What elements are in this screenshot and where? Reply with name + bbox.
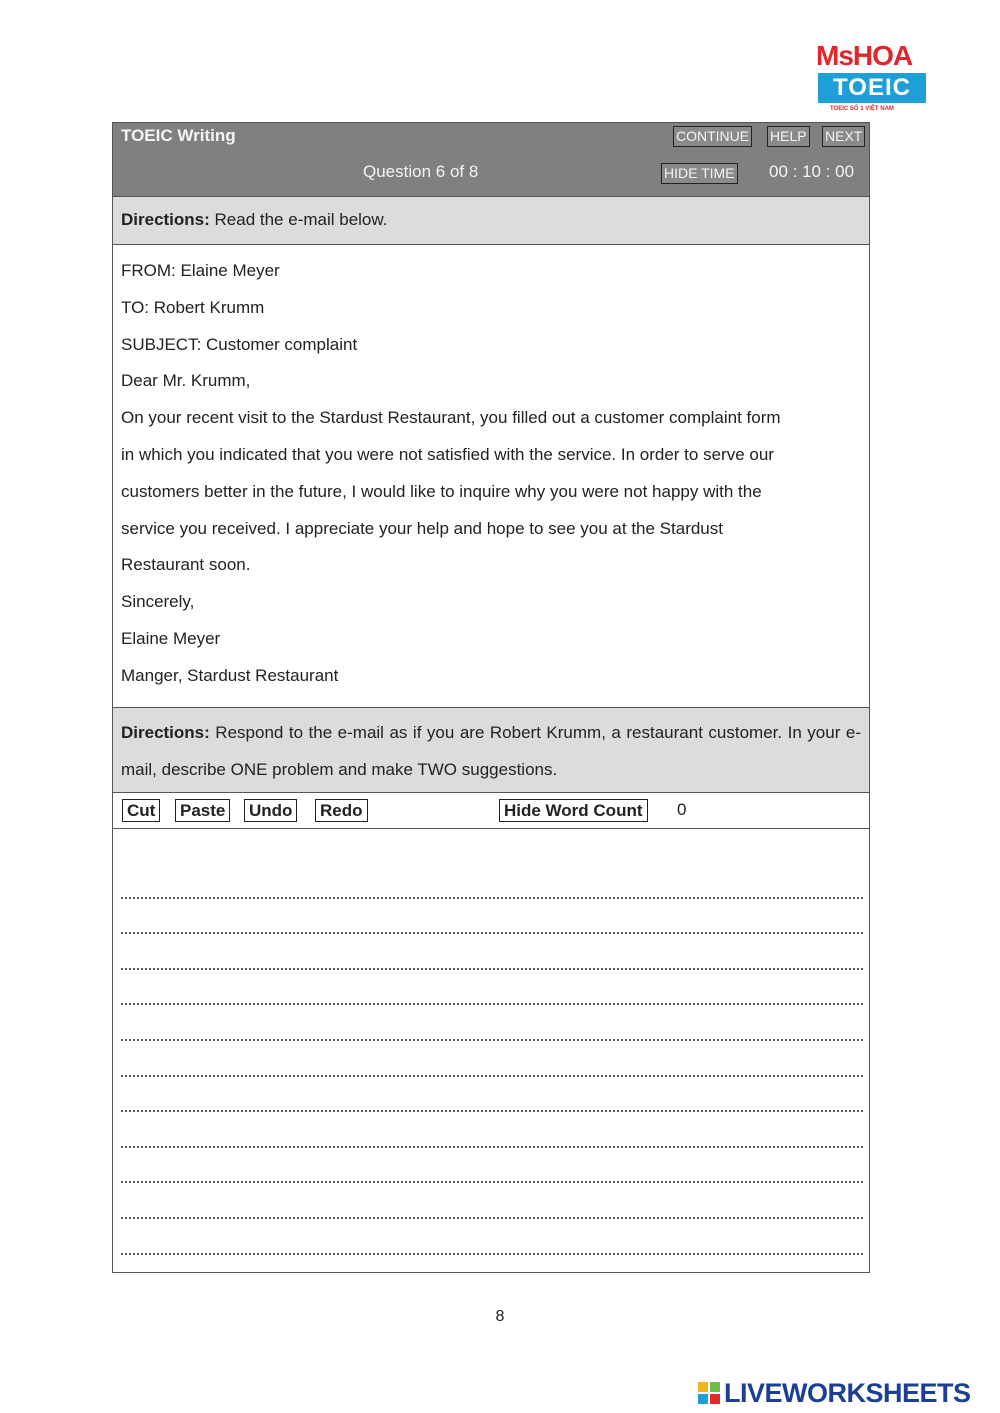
logo-brand: MsHOA bbox=[816, 40, 913, 71]
word-count: 0 bbox=[677, 800, 687, 819]
email-from: FROM: Elaine Meyer bbox=[121, 261, 280, 280]
answer-line[interactable] bbox=[121, 970, 863, 1006]
answer-line[interactable] bbox=[121, 899, 863, 935]
mshoa-toeic-logo bbox=[812, 40, 930, 120]
email-to: TO: Robert Krumm bbox=[121, 297, 265, 317]
paste-button[interactable]: Paste bbox=[175, 799, 230, 822]
directions-label: Directions: bbox=[121, 210, 210, 229]
hide-word-count-button[interactable]: Hide Word Count bbox=[499, 799, 648, 822]
continue-button[interactable]: CONTINUE bbox=[673, 126, 752, 147]
question-counter: Question 6 of 8 bbox=[363, 162, 479, 181]
redo-button[interactable]: Redo bbox=[315, 799, 368, 822]
help-button[interactable]: HELP bbox=[767, 126, 810, 147]
answer-line[interactable] bbox=[121, 1183, 863, 1219]
mark-square bbox=[698, 1382, 708, 1392]
timer: 00 : 10 : 00 bbox=[769, 162, 855, 181]
answer-line[interactable] bbox=[121, 863, 863, 899]
directions-body: Read the e-mail below. bbox=[209, 210, 388, 229]
answer-line[interactable] bbox=[121, 934, 863, 970]
page-number: 8 bbox=[495, 1308, 505, 1325]
directions-respond bbox=[113, 707, 869, 793]
mark-square bbox=[698, 1394, 708, 1404]
email-closing: Sincerely, bbox=[121, 592, 195, 612]
email-greeting: Dear Mr. Krumm, bbox=[121, 371, 251, 391]
email-body bbox=[121, 253, 861, 695]
email-signature-title: Manger, Stardust Restaurant bbox=[121, 665, 339, 685]
editor-toolbar bbox=[113, 792, 869, 829]
directions-respond-text bbox=[121, 714, 861, 788]
cut-button[interactable]: Cut bbox=[122, 799, 160, 822]
answer-area[interactable] bbox=[121, 863, 863, 1255]
next-button[interactable]: NEXT bbox=[822, 126, 865, 147]
test-window bbox=[112, 122, 870, 1273]
email-signature-name: Elaine Meyer bbox=[121, 628, 221, 648]
hide-time-button[interactable]: HIDE TIME bbox=[661, 163, 738, 184]
liveworksheets-mark-icon bbox=[698, 1382, 720, 1404]
email-paragraph-line: service you received. I appreciate your help and hope to see you at the Stardust bbox=[121, 518, 723, 538]
directions-read bbox=[113, 197, 869, 245]
directions-label: Directions: bbox=[121, 723, 210, 742]
answer-line[interactable] bbox=[121, 1112, 863, 1148]
directions-body: Respond to the e-mail as if you are Robert Krumm, a restaurant customer. In your e-mail, describe ONE problem and make TWO suggestions. bbox=[121, 723, 861, 779]
email-subject: SUBJECT: Customer complaint bbox=[121, 334, 358, 354]
test-header bbox=[113, 123, 869, 197]
liveworksheets-wordmark: LIVEWORKSHEETS bbox=[724, 1378, 971, 1408]
email-paragraph-line: On your recent visit to the Stardust Restaurant, you filled out a customer complaint form bbox=[121, 408, 781, 428]
mark-square bbox=[710, 1394, 720, 1404]
answer-line[interactable] bbox=[121, 1148, 863, 1184]
answer-line[interactable] bbox=[121, 1077, 863, 1113]
mark-square bbox=[710, 1382, 720, 1392]
email-paragraph-line: Restaurant soon. bbox=[121, 555, 251, 575]
test-title: TOEIC Writing bbox=[121, 126, 236, 145]
logo-toeic: TOEIC bbox=[818, 73, 926, 103]
undo-button[interactable]: Undo bbox=[244, 799, 297, 822]
answer-line[interactable] bbox=[121, 1219, 863, 1255]
logo-tagline: TOEIC SỐ 1 VIỆT NAM bbox=[830, 106, 894, 112]
email-paragraph-line: in which you indicated that you were not satisfied with the service. In order to serve our bbox=[121, 444, 774, 464]
answer-line[interactable] bbox=[121, 1005, 863, 1041]
email-paragraph-line: customers better in the future, I would like to inquire why you were not happy with the bbox=[121, 481, 762, 501]
answer-line[interactable] bbox=[121, 1041, 863, 1077]
directions-read-text bbox=[121, 210, 387, 230]
